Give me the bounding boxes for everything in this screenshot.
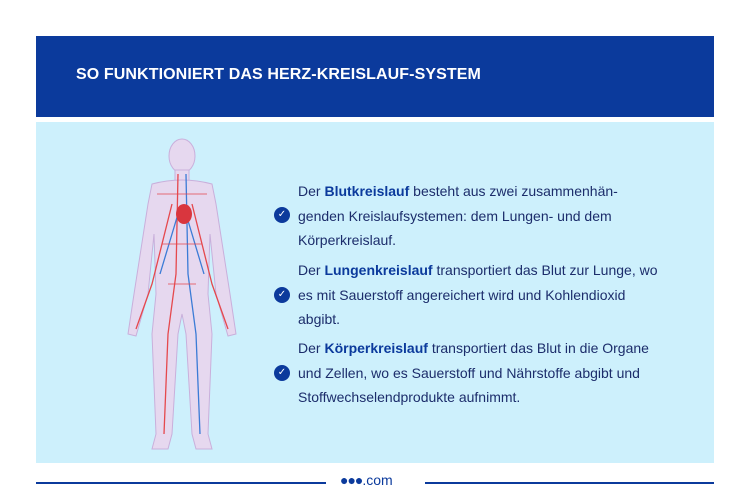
item-prefix: Der: [298, 340, 325, 356]
check-icon: ✓: [274, 207, 290, 223]
info-item-lungenkreislauf: [298, 258, 658, 332]
item-prefix: Der: [298, 262, 325, 278]
item-keyword: Körperkreislauf: [324, 340, 428, 356]
check-icon: ✓: [274, 287, 290, 303]
info-item-koerperkreislauf: [298, 336, 658, 410]
logo-text: .com: [362, 472, 393, 488]
item-text: besteht aus zwei zusammenhän-genden Kreislaufsystemen: dem Lungen- und dem Körperkreislauf.: [298, 183, 618, 248]
brand-logo: [340, 472, 393, 488]
content-panel: [36, 122, 714, 463]
item-keyword: Blutkreislauf: [324, 183, 410, 199]
page-title: SO FUNKTIONIERT DAS HERZ-KREISLAUF-SYSTEM: [76, 66, 481, 83]
item-keyword: Lungenkreislauf: [324, 262, 433, 278]
footer-divider-left: [36, 482, 326, 484]
footer-divider-right: [425, 482, 714, 484]
logo-mark: ●●●: [340, 472, 363, 488]
circulatory-system-illustration: [112, 134, 252, 456]
item-text: transportiert das Blut in die Organe und Zellen, wo es Sauerstoff und Nährstoffe abgibt und Stoffwechselendprodukte aufnimmt.: [298, 340, 649, 405]
item-text: transportiert das Blut zur Lunge, wo es mit Sauerstoff angereichert wird und Kohlendioxid abgibt.: [298, 262, 658, 327]
header-banner: [36, 36, 714, 117]
info-item-blutkreislauf: [298, 179, 658, 253]
item-prefix: Der: [298, 183, 325, 199]
check-icon: ✓: [274, 365, 290, 381]
